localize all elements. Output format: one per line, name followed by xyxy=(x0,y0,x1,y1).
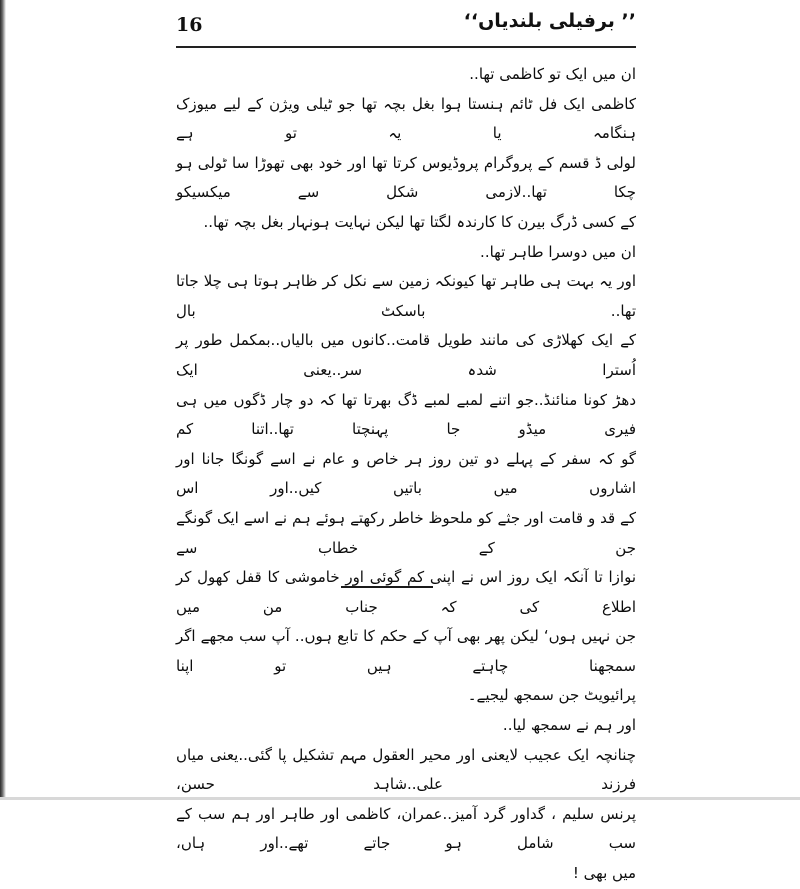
text-line: کے ایک کھلاڑی کی مانند طویل قامت..کانوں میں بالیاں..بمکمل طور پر اُسترا شدہ سر..یعنی ایک xyxy=(176,331,636,379)
page-number: 16 xyxy=(176,14,203,36)
text-line: پرنس سلیم ، گداور گرد آمیز..عمران، کاظمی اور طاہر اور ہم سب کے سب شامل ہو جاتے تھے..اور ہاں، xyxy=(176,804,636,853)
header-rule xyxy=(176,46,636,48)
text-line: ان میں دوسرا طاہر تھا.. xyxy=(480,242,636,261)
text-line: نوازا تا آنکہ ایک روز اس نے اپنی کم گوئی اور خاموشی کا قفل کھول کر اطلاع کی کہ جناب من میں xyxy=(176,568,636,616)
text-line: میں بھی ! xyxy=(572,864,636,883)
text-line: اور یہ بہت ہی طاہر تھا کیونکہ زمین سے نکل کر ظاہر ہوتا ہی چلا جاتا تھا.. باسکٹ بال xyxy=(176,272,636,320)
text-line: پرائیویٹ جن سمجھ لیجیے۔ xyxy=(467,686,636,705)
text-line: کے کسی ڈرگ بیرن کا کارندہ لگتا تھا لیکن نہایت ہونہار بغل بچہ تھا.. xyxy=(203,212,636,231)
page-edge-shadow xyxy=(0,0,6,800)
text-line: کاظمی ایک فل ٹائم ہنستا ہوا بغل بچہ تھا جو ٹیلی ویژن کے لیے میوزک ہنگامہ یا یہ تو ہے xyxy=(176,94,636,143)
body-text xyxy=(176,60,636,889)
running-title: ’’ برفیلی بلندیاں‘‘ xyxy=(463,10,636,32)
text-line: لولی ڈ قسم کے پروگرام پروڈیوس کرتا تھا اور خود بھی تھوڑا سا ٹولی ہو چکا تھا..لازمی شکل سے میکسیکو xyxy=(176,153,636,202)
text-line: گو کہ سفر کے پہلے دو تین روز ہر خاص و عام نے اسے گونگا جانا اور اشاروں میں باتیں کیں..اور اس xyxy=(176,449,636,498)
text-line: ان میں ایک تو کاظمی تھا.. xyxy=(469,65,636,83)
text-line: دھڑ کونا منائنڈ..جو اتنے لمبے لمبے ڈگ بھرتا تھا کہ دو چار ڈگوں میں ہی فیری میڈو جا پہنچتا تھا..اتنا کم xyxy=(176,390,636,439)
text-line: اور ہم نے سمجھ لیا.. xyxy=(502,716,636,735)
text-line: کے قد و قامت اور جثے کو ملحوظ خاطر رکھتے ہوئے ہم نے اسے ایک گونگے جن کے خطاب سے xyxy=(176,508,636,557)
section-end-rule xyxy=(341,586,433,588)
text-line: چنانچہ ایک عجیب لایعنی اور محیر العقول مہم تشکیل پا گئی..یعنی میاں فرزند علی..شاہد حسن، xyxy=(176,745,636,794)
page-header xyxy=(176,10,636,50)
text-line: جن نہیں ہوں‘ لیکن پھر بھی آپ کے حکم کا تابع ہوں.. آپ سب مجھے اگر سمجھنا چاہتے ہیں تو اپنا xyxy=(176,627,636,675)
